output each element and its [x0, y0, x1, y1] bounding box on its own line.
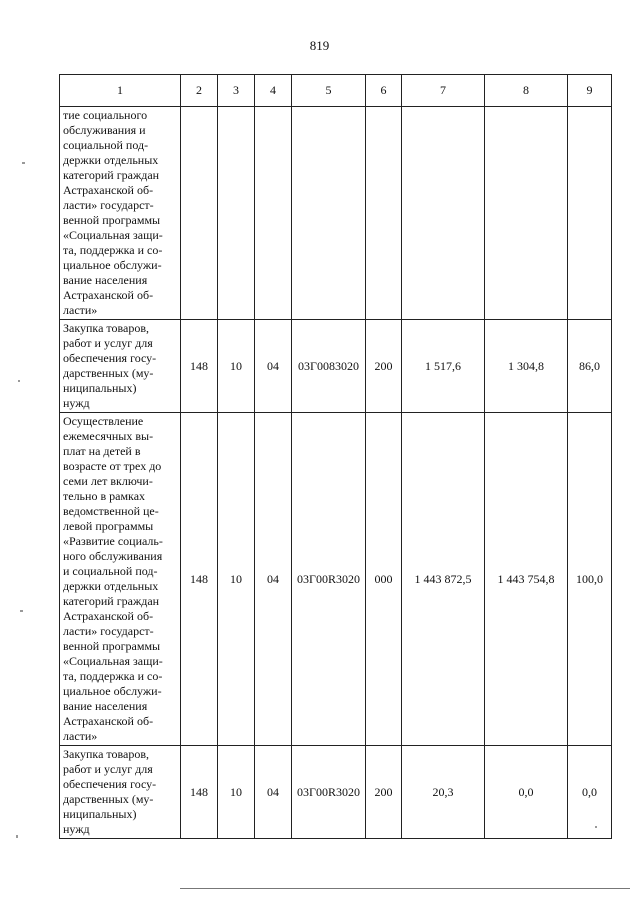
header-cell-4: 4 — [255, 75, 292, 107]
scan-speck — [20, 610, 23, 612]
cell-actual-amount: 1 304,8 — [485, 320, 568, 413]
cell-subsection: 04 — [255, 413, 292, 746]
header-cell-5: 5 — [292, 75, 366, 107]
cell-section: 10 — [218, 413, 255, 746]
cell-chapter: 148 — [181, 320, 218, 413]
cell-plan-amount: 1 443 872,5 — [402, 413, 485, 746]
header-row — [60, 75, 612, 107]
cell-plan-amount: 1 517,6 — [402, 320, 485, 413]
header-cell-6: 6 — [366, 75, 402, 107]
cell-target-article: 03Г00R3020 — [292, 746, 366, 839]
cell-target-article: 03Г00R3020 — [292, 413, 366, 746]
row-description: Закупка товаров, работ и услуг для обеспечения госу- дарственных (му- ниципальных) нужд — [60, 746, 181, 839]
cell-percent: 86,0 — [568, 320, 612, 413]
scan-speck — [18, 380, 20, 382]
cell-actual-amount: 0,0 — [485, 746, 568, 839]
table-row — [60, 320, 612, 413]
cell-subsection: 04 — [255, 320, 292, 413]
cell-target-article: 03Г0083020 — [292, 320, 366, 413]
cell-actual-amount — [485, 107, 568, 320]
cell-section — [218, 107, 255, 320]
cell-plan-amount — [402, 107, 485, 320]
cell-section: 10 — [218, 320, 255, 413]
row-description: Закупка товаров, работ и услуг для обеспечения госу- дарственных (му- ниципальных) нужд — [60, 320, 181, 413]
row-description: тие социального обслуживания и социальной под- держки отдельных категорий граждан Астраханской об- ласти» государст- венной программы «Социальная защи- та, поддержка и со- циальное обслужи- вание населения Астраханской об- ласти» — [60, 107, 181, 320]
page-number: 819 — [309, 38, 330, 53]
cell-plan-amount: 20,3 — [402, 746, 485, 839]
cell-subsection — [255, 107, 292, 320]
cell-expense-type — [366, 107, 402, 320]
header-cell-3: 3 — [218, 75, 255, 107]
scan-speck — [16, 835, 18, 838]
table-row — [60, 746, 612, 839]
header-cell-2: 2 — [181, 75, 218, 107]
cell-subsection: 04 — [255, 746, 292, 839]
cell-percent: 0,0 — [568, 746, 612, 839]
header-cell-9: 9 — [568, 75, 612, 107]
cell-section: 10 — [218, 746, 255, 839]
scan-speck — [595, 826, 597, 828]
cell-percent — [568, 107, 612, 320]
cell-actual-amount: 1 443 754,8 — [485, 413, 568, 746]
row-description: Осуществление ежемесячных вы- плат на детей в возрасте от трех до семи лет включи- тельно в рамках ведомственной це- левой программы «Развитие социаль- ного обслуживания и социальной под- держки отдельных категорий граждан Астраханской об- ласти» государст- венной программы «Социальная защи- та, поддержка и со- циальное обслужи- вание населения Астраханской об- ласти» — [60, 413, 181, 746]
cell-chapter: 148 — [181, 413, 218, 746]
cell-chapter: 148 — [181, 746, 218, 839]
cell-target-article — [292, 107, 366, 320]
header-cell-8: 8 — [485, 75, 568, 107]
scan-speck — [22, 162, 25, 164]
cell-chapter — [181, 107, 218, 320]
cell-expense-type: 200 — [366, 320, 402, 413]
cell-percent: 100,0 — [568, 413, 612, 746]
scan-edge-line — [180, 888, 630, 889]
header-cell-7: 7 — [402, 75, 485, 107]
cell-expense-type: 200 — [366, 746, 402, 839]
table-row — [60, 107, 612, 320]
header-cell-1: 1 — [60, 75, 181, 107]
cell-expense-type: 000 — [366, 413, 402, 746]
table-row — [60, 413, 612, 746]
budget-table — [59, 74, 612, 839]
